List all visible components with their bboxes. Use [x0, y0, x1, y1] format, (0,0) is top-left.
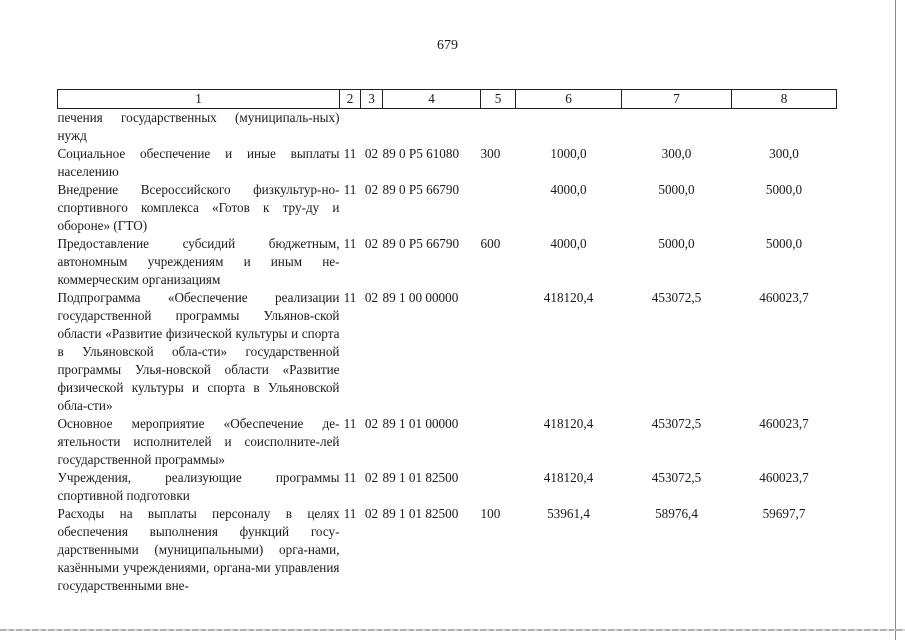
row-section-cell: 11 — [343, 236, 357, 251]
row-expense-type-cell — [481, 289, 516, 415]
row-target-article-cell: 89 0 P5 66790 — [382, 236, 460, 251]
row-section-cell: 11 — [343, 416, 357, 431]
row-amount-2-cell: 453072,5 — [651, 416, 702, 431]
row-name-cell: Социальное обеспечение и иные выплаты населению — [57, 146, 340, 179]
row-subsection-cell: 02 — [364, 416, 379, 431]
row-section-cell: 11 — [343, 182, 357, 197]
page-number: 679 — [437, 38, 458, 53]
row-amount-1-cell: 418120,4 — [543, 470, 594, 485]
row-subsection-cell: 02 — [364, 236, 379, 251]
row-amount-2-cell: 5000,0 — [658, 182, 695, 197]
row-amount-3-cell: 460023,7 — [759, 470, 809, 485]
row-name-cell: Расходы на выплаты персоналу в целях обеспечения выполнения функций госу-дарственными (муниципальными) орга-нами, казёнными учреждениями, органа-ми управления государственными вне- — [57, 506, 340, 593]
row-amount-3-cell: 460023,7 — [759, 416, 809, 431]
row-expense-type-cell — [481, 181, 516, 235]
row-target-article-cell: 89 0 P5 66790 — [382, 182, 460, 197]
row-amount-2-cell: 5000,0 — [658, 236, 695, 251]
row-name-cell: Подпрограмма «Обеспечение реализации государственной программы Ульянов-ской области «Развитие физической культуры и спорта в Ульяновской обла-сти» государственной программы Улья-новской области «Развитие физической культуры и спорта в Ульяновской обла-сти» — [57, 290, 340, 413]
row-amount-2-cell: 453072,5 — [651, 470, 702, 485]
row-subsection-cell: 02 — [364, 470, 379, 485]
row-amount-2-cell — [622, 109, 732, 146]
row-amount-2-cell: 300,0 — [661, 146, 692, 161]
row-target-article-cell: 89 0 P5 61080 — [382, 146, 460, 161]
row-target-article-cell — [383, 109, 481, 146]
table-row — [58, 181, 837, 235]
row-subsection-cell: 02 — [364, 290, 379, 305]
row-name-cell: Основное мероприятие «Обеспечение де-ятельности исполнителей и соисполните-лей государственной программы» — [57, 416, 340, 467]
row-section-cell — [340, 109, 361, 146]
row-target-article-cell: 89 1 00 00000 — [382, 290, 459, 305]
table-row — [58, 505, 837, 595]
row-amount-3-cell: 5000,0 — [765, 236, 803, 251]
row-subsection-cell — [361, 109, 383, 146]
row-amount-1-cell: 418120,4 — [543, 416, 594, 431]
row-name-cell: Учреждения, реализующие программы спортивной подготовки — [57, 470, 340, 503]
row-target-article-cell: 89 1 01 82500 — [382, 470, 459, 485]
row-target-article-cell: 89 1 01 82500 — [382, 506, 459, 521]
row-section-cell: 11 — [343, 290, 357, 305]
header-col-5: 5 — [481, 90, 516, 109]
budget-table — [57, 89, 837, 595]
row-amount-1-cell: 4000,0 — [550, 236, 587, 251]
table-row — [58, 109, 837, 146]
row-expense-type-cell: 100 — [480, 506, 501, 521]
row-amount-1-cell: 53961,4 — [547, 506, 590, 521]
row-subsection-cell: 02 — [364, 182, 379, 197]
row-expense-type-cell — [481, 109, 516, 146]
row-target-article-cell: 89 1 01 00000 — [382, 416, 459, 431]
row-name-cell: печения государственных (муниципаль-ных) нужд — [57, 110, 340, 143]
page-edge-right — [895, 0, 896, 640]
header-col-7: 7 — [622, 90, 732, 109]
row-amount-3-cell — [732, 109, 837, 146]
page-edge-bottom — [0, 629, 905, 631]
header-col-2: 2 — [340, 90, 361, 109]
row-subsection-cell: 02 — [364, 506, 379, 521]
table-row — [58, 289, 837, 415]
row-amount-2-cell: 453072,5 — [651, 290, 702, 305]
header-col-8: 8 — [732, 90, 837, 109]
row-amount-2-cell: 58976,4 — [655, 506, 698, 521]
row-expense-type-cell — [481, 415, 516, 469]
row-amount-3-cell: 460023,7 — [759, 290, 809, 305]
header-col-4: 4 — [383, 90, 481, 109]
table-row — [58, 415, 837, 469]
row-amount-3-cell: 5000,0 — [765, 182, 803, 197]
row-amount-1-cell: 418120,4 — [543, 290, 594, 305]
table-row — [58, 469, 837, 505]
table-header-row — [58, 90, 837, 109]
row-section-cell: 11 — [343, 506, 357, 521]
header-col-3: 3 — [361, 90, 383, 109]
row-name-cell: Предоставление субсидий бюджетным, автономным учреждениям и иным не-коммерческим организациям — [57, 236, 340, 287]
row-section-cell: 11 — [343, 470, 357, 485]
row-expense-type-cell: 300 — [480, 146, 501, 161]
row-amount-1-cell: 4000,0 — [550, 182, 587, 197]
row-subsection-cell: 02 — [364, 146, 379, 161]
row-amount-1-cell — [516, 109, 622, 146]
row-name-cell: Внедрение Всероссийского физкультур-но-спортивного комплекса «Готов к тру-ду и обороне» (ГТО) — [57, 182, 340, 233]
header-col-6: 6 — [516, 90, 622, 109]
row-expense-type-cell — [481, 469, 516, 505]
row-section-cell: 11 — [343, 146, 357, 161]
row-amount-3-cell: 300,0 — [769, 146, 799, 161]
row-expense-type-cell: 600 — [480, 236, 501, 251]
row-amount-3-cell: 59697,7 — [762, 506, 806, 521]
table-row — [58, 235, 837, 289]
header-col-1: 1 — [58, 90, 340, 109]
row-amount-1-cell: 1000,0 — [550, 146, 587, 161]
table-row — [58, 145, 837, 181]
